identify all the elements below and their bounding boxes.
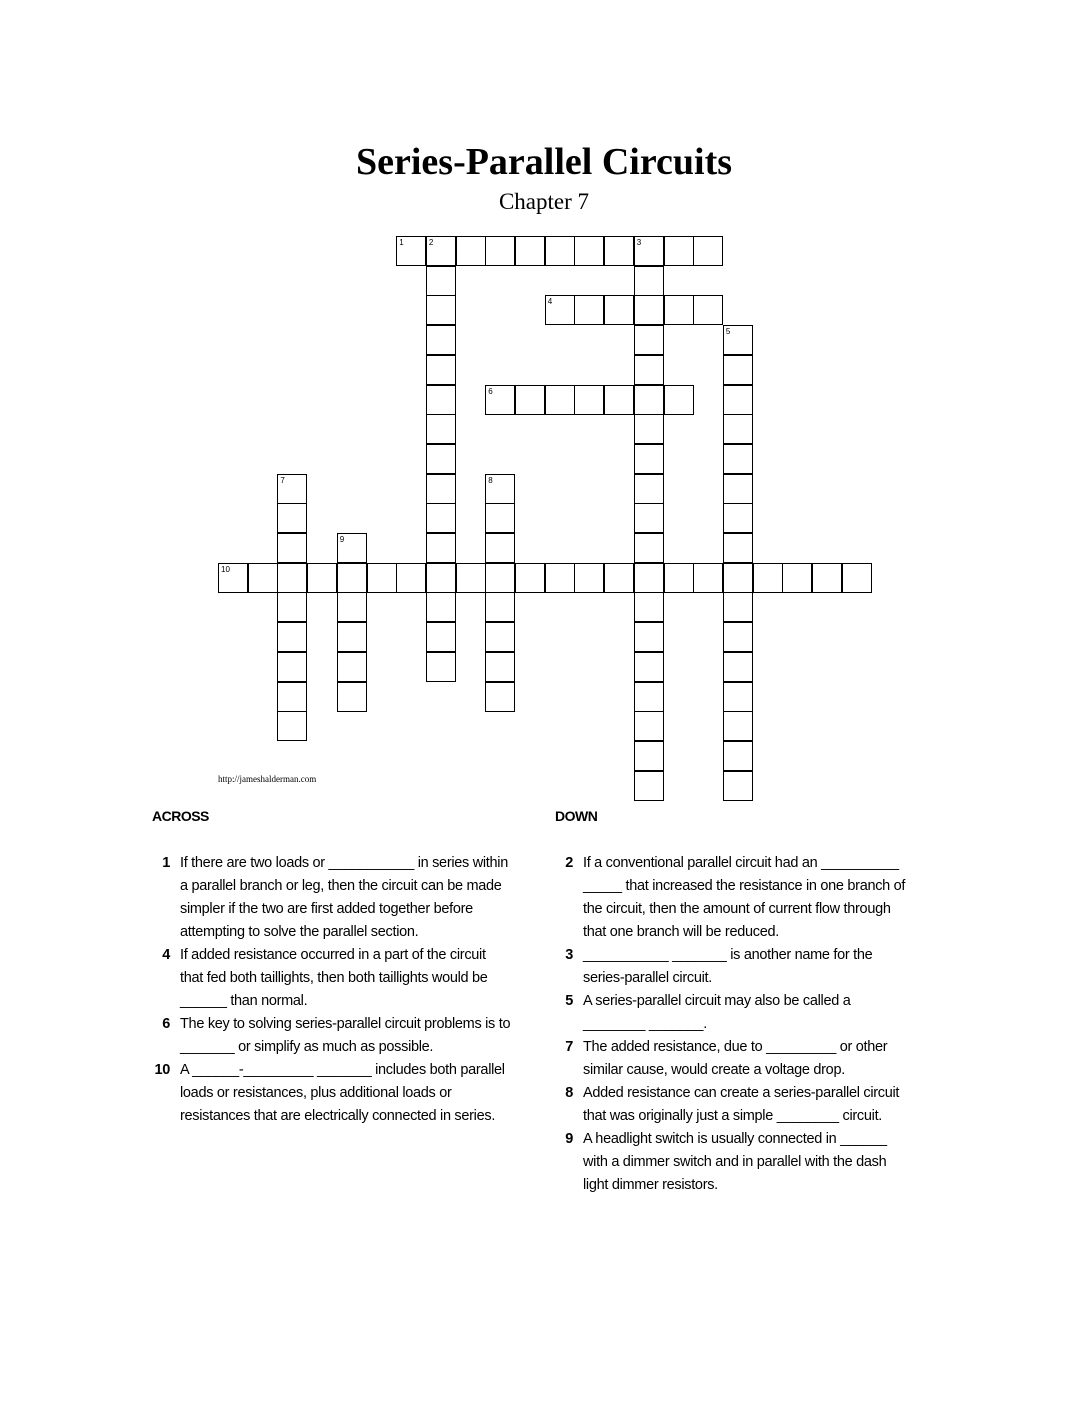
crossword-cell[interactable] [485, 682, 515, 712]
crossword-cell[interactable] [426, 533, 456, 563]
crossword-cell[interactable] [396, 563, 426, 593]
crossword-cell[interactable] [723, 711, 753, 741]
crossword-cell[interactable] [307, 563, 337, 593]
crossword-cell[interactable] [723, 355, 753, 385]
down-clue [555, 1082, 915, 1128]
crossword-cell[interactable] [723, 325, 753, 355]
down-heading: DOWN [555, 808, 598, 824]
crossword-cell[interactable] [634, 563, 664, 593]
clue-text: If there are two loads or ___________ in series within a parallel branch or leg, then the circuit can be made simpler if the two are first added together before attempting to solve the parallel section. [180, 855, 508, 940]
crossword-cell[interactable] [277, 533, 307, 563]
crossword-cell[interactable] [426, 652, 456, 682]
clue-text: The added resistance, due to _________ or other similar cause, would create a voltage drop. [583, 1039, 888, 1078]
clue-text: A series-parallel circuit may also be called a ________ _______. [583, 993, 851, 1032]
crossword-cell[interactable] [426, 355, 456, 385]
crossword-cell[interactable] [723, 533, 753, 563]
crossword-cell[interactable] [426, 563, 456, 593]
source-url: http://jameshalderman.com [218, 774, 317, 784]
clue-text: A ______-_________ _______ includes both parallel loads or resistances, plus additional loads or resistances that are electrically connected in series. [180, 1062, 505, 1124]
clue-number: 5 [565, 993, 573, 1009]
crossword-cell[interactable] [456, 236, 486, 266]
clue-number: 10 [154, 1062, 170, 1078]
across-heading: ACROSS [152, 808, 209, 824]
clue-number-6: 6 [488, 386, 493, 396]
crossword-cell[interactable] [485, 503, 515, 533]
crossword-cell[interactable] [664, 385, 694, 415]
crossword-cell[interactable] [634, 592, 664, 622]
clue-number-9: 9 [339, 535, 345, 544]
down-clue [555, 1128, 915, 1197]
crossword-cell[interactable] [337, 533, 367, 563]
clue-number: 1 [162, 855, 170, 871]
crossword-cell[interactable] [664, 295, 694, 325]
crossword-cell[interactable] [574, 563, 604, 593]
crossword-cell[interactable] [515, 236, 545, 266]
crossword-cell[interactable] [248, 563, 278, 593]
crossword-cell[interactable] [693, 236, 723, 266]
crossword-cell[interactable] [485, 236, 515, 266]
across-clue [152, 852, 512, 944]
clue-number: 3 [565, 947, 573, 963]
clue-number: 6 [162, 1016, 170, 1032]
crossword-cell[interactable] [664, 563, 694, 593]
clue-number-3: 3 [636, 238, 642, 247]
crossword-cell[interactable] [337, 622, 367, 652]
down-clue-list [555, 852, 915, 1197]
clue-number: 8 [565, 1085, 573, 1101]
crossword-cell[interactable] [574, 236, 604, 266]
crossword-cell[interactable] [485, 385, 515, 415]
crossword-cell[interactable] [723, 503, 753, 533]
crossword-cell[interactable] [485, 622, 515, 652]
crossword-cell[interactable] [337, 682, 367, 712]
down-clue [555, 990, 915, 1036]
clue-number-10: 10 [221, 564, 230, 574]
crossword-cell[interactable] [723, 385, 753, 415]
crossword-cell[interactable] [426, 444, 456, 474]
crossword-cell[interactable] [723, 592, 753, 622]
crossword-cell[interactable] [337, 563, 367, 593]
crossword-cell[interactable] [426, 474, 456, 504]
crossword-cell[interactable] [456, 563, 486, 593]
crossword-cell[interactable] [693, 563, 723, 593]
across-clue-list [152, 852, 512, 1128]
crossword-cell[interactable] [426, 295, 456, 325]
across-clue [152, 1013, 512, 1059]
crossword-cell[interactable] [723, 771, 753, 801]
crossword-cell[interactable] [723, 563, 753, 593]
crossword-cell[interactable] [634, 414, 664, 444]
clue-number: 9 [565, 1131, 573, 1147]
crossword-cell[interactable] [634, 385, 664, 415]
crossword-cell[interactable] [485, 652, 515, 682]
clue-text: A headlight switch is usually connected in ______ with a dimmer switch and in parallel with the dash light dimmer resistors. [583, 1131, 887, 1193]
crossword-cell[interactable] [485, 592, 515, 622]
crossword-cell[interactable] [574, 295, 604, 325]
crossword-cell[interactable] [634, 355, 664, 385]
crossword-cell[interactable] [277, 592, 307, 622]
crossword-cell[interactable] [485, 533, 515, 563]
clue-text: ___________ _______ is another name for the series-parallel circuit. [583, 947, 873, 986]
crossword-cell[interactable] [545, 295, 575, 325]
crossword-cell[interactable] [277, 622, 307, 652]
crossword-cell[interactable] [634, 622, 664, 652]
crossword-cell[interactable] [515, 385, 545, 415]
crossword-cell[interactable] [604, 563, 634, 593]
crossword-cell[interactable] [277, 652, 307, 682]
crossword-cell[interactable] [634, 771, 664, 801]
clue-number-4: 4 [547, 297, 553, 307]
clue-text: If a conventional parallel circuit had an __________ _____ that increased the resistance in one branch of the circuit, then the amount of current flow through that one branch will be reduced. [583, 855, 906, 940]
down-clue [555, 852, 915, 944]
crossword-cell[interactable] [604, 295, 634, 325]
crossword-cell[interactable] [426, 503, 456, 533]
crossword-cell[interactable] [485, 563, 515, 593]
crossword-cell[interactable] [634, 325, 664, 355]
crossword-cell[interactable] [515, 563, 545, 593]
crossword-cell[interactable] [604, 236, 634, 266]
crossword-cell[interactable] [634, 741, 664, 771]
crossword-cell[interactable] [426, 592, 456, 622]
crossword-cell[interactable] [337, 592, 367, 622]
clue-number: 4 [162, 947, 170, 963]
crossword-cell[interactable] [426, 385, 456, 415]
crossword-cell[interactable] [426, 266, 456, 296]
page-subtitle: Chapter 7 [498, 189, 590, 214]
crossword-cell[interactable] [634, 266, 664, 296]
crossword-cell[interactable] [277, 503, 307, 533]
clue-text: The key to solving series-parallel circuit problems is to _______ or simplify as much as possible. [180, 1016, 511, 1055]
clue-number: 2 [565, 855, 573, 871]
crossword-cell[interactable] [753, 563, 783, 593]
clue-number-7: 7 [280, 475, 285, 485]
crossword-cell[interactable] [634, 503, 664, 533]
crossword-cell[interactable] [545, 385, 575, 415]
crossword-cell[interactable] [634, 711, 664, 741]
crossword-cell[interactable] [693, 295, 723, 325]
page-title: Series-Parallel Circuits [355, 141, 733, 183]
crossword-cell[interactable] [396, 236, 426, 266]
crossword-cell[interactable] [277, 563, 307, 593]
crossword-cell[interactable] [634, 444, 664, 474]
crossword-cell[interactable] [842, 563, 872, 593]
crossword-cell[interactable] [277, 682, 307, 712]
crossword-cell[interactable] [634, 533, 664, 563]
clue-text: If added resistance occurred in a part of the circuit that fed both taillights, then both taillights would be ______ than normal. [180, 947, 488, 1009]
clue-number-5: 5 [725, 327, 731, 337]
crossword-cell[interactable] [723, 444, 753, 474]
crossword-cell[interactable] [634, 652, 664, 682]
crossword-cell[interactable] [664, 236, 694, 266]
crossword-cell[interactable] [277, 474, 307, 504]
crossword-cell[interactable] [426, 325, 456, 355]
crossword-cell[interactable] [367, 563, 397, 593]
crossword-cell[interactable] [723, 741, 753, 771]
crossword-cell[interactable] [426, 622, 456, 652]
crossword-cell[interactable] [485, 474, 515, 504]
clue-number: 7 [565, 1039, 573, 1055]
crossword-cell[interactable] [426, 236, 456, 266]
across-clue [152, 944, 512, 1013]
clue-number-2: 2 [428, 238, 434, 247]
clue-text: Added resistance can create a series-parallel circuit that was originally just a simple ________ circuit. [583, 1085, 900, 1124]
crossword-cell[interactable] [634, 474, 664, 504]
crossword-cell[interactable] [604, 385, 634, 415]
crossword-cell[interactable] [634, 236, 664, 266]
crossword-cell[interactable] [723, 622, 753, 652]
down-clue [555, 944, 915, 990]
across-clue [152, 1059, 512, 1128]
crossword-cell[interactable] [812, 563, 842, 593]
clue-number-8: 8 [488, 475, 493, 485]
crossword-cell[interactable] [723, 682, 753, 712]
crossword-cell[interactable] [277, 711, 307, 741]
crossword-cell[interactable] [782, 563, 812, 593]
crossword-cell[interactable] [723, 652, 753, 682]
down-clue [555, 1036, 915, 1082]
crossword-cell[interactable] [634, 682, 664, 712]
clue-number-1: 1 [399, 238, 404, 247]
crossword-cell[interactable] [545, 236, 575, 266]
crossword-cell[interactable] [723, 474, 753, 504]
crossword-cell[interactable] [218, 563, 248, 593]
crossword-cell[interactable] [723, 414, 753, 444]
crossword-cell[interactable] [426, 414, 456, 444]
crossword-cell[interactable] [545, 563, 575, 593]
crossword-cell[interactable] [337, 652, 367, 682]
crossword-cell[interactable] [574, 385, 604, 415]
crossword-cell[interactable] [634, 295, 664, 325]
